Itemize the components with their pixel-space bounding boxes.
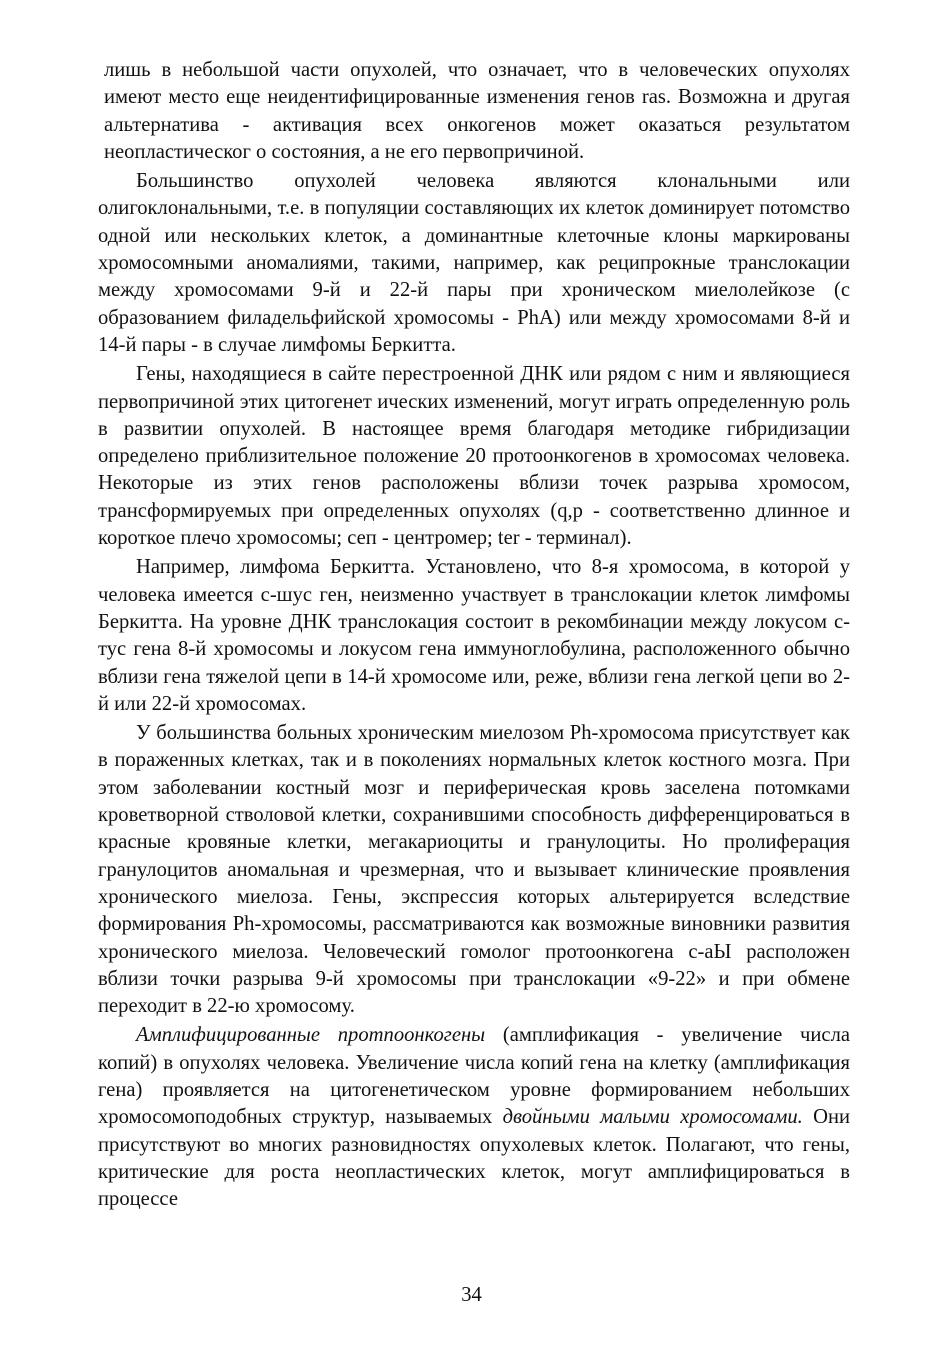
italic-term-amplified: Амплифицированные протпоонкогены [136,1024,486,1047]
paragraph-clonal-tumors: Большинство опухолей человека являются клональными или олигоклональными, т.е. в популяции составляющих их клеток доминирует потомство одной или нескольких клеток, а доминантные клеточные клоны маркированы хромосомными аномалиями, такими, например, как реципрокные транслокации между хромосомами 9-й и 22-й пары при хроническом миелолейкозе (с образованием филадельфийской хромосомы - PhA) или между хромосомами 8-й и 14-й пары - в случае лимфомы Беркитта. [98,170,850,356]
paragraph-amplified-protooncogenes [98,1022,850,1213]
paragraph-burkitt-lymphoma: Например, лимфома Беркитта. Установлено, что 8-я хромосома, в которой у человека имеется с-шус ген, неизменно участвует в транслокации клеток лимфомы Беркитта. На уровне ДНК транслокация состоит в рекомбинации между локусом с-тус гена 8-й хромосомы и локусом гена иммуноглобулина, расположенного обычно вблизи гена тяжелой цепи в 14-й хромосоме или, реже, вблизи гена легкой цепи во 2-й или 22-й хромосомах. [98,556,850,715]
paragraph-text-part-b: Они присутствуют во многих разновидностях опухолевых клеток. Полагают, что гены, критические для роста неопластических клеток, могут амплифицироваться в процессе [98,1106,850,1211]
paragraph-chronic-myelosis: У большинства больных хроническим миелозом Ph-хромосома присутствует как в пораженных клетках, так и в поколениях нормальных клеток костного мозга. При этом заболевании костный мозг и периферическая кровь заселена потомками кроветворной стволовой клетки, сохранившими способность дифференцироваться в красные кровяные клетки, мегакариоциты и гранулоциты. Но пролиферация гранулоцитов аномальная и чрезмерная, что и вызывает клинические проявления хронического миелоза. Гены, экспрессия которых альтерируется вследствие формирования Ph-хромосомы, рассматриваются как возможные виновники развития хронического миелоза. Человеческий гомолог протоонкогена с-аЫ расположен вблизи точки разрыва 9-й хромосомы при транслокации «9-22» и при обмене переходит в 22-ю хромосому. [98,722,850,1018]
italic-term-double-minute: двойными малыми хромосомами. [502,1106,803,1129]
paragraph-genes-dna-site: Гены, находящиеся в сайте перестроенной ДНК или рядом с ним и являющиеся первопричиной этих цитогенет ических изменений, могут играть определенную роль в развитии опухолей. В настоящее время благодаря методике гибридизации определено приблизительное положение 20 протоонкогенов в хромосомах человека. Некоторые из этих генов расположены вблизи точек разрыва хромосом, трансформируемых при определенных опухолях (q,p - соответственно длинное и короткое плечо хромосомы; сеп - центромер; ter - терминал). [98,363,850,550]
paragraph-continuation: лишь в небольшой части опухолей, что означает, что в человеческих опухолях имеют место еще неидентифицированные изменения генов ras. Возможна и другая альтернатива - активация всех онкогенов может оказаться результатом неопластическог о состояния, а не его первопричиной. [104,59,850,163]
page-number: 34 [461,1284,482,1306]
paragraph-text-part-a: (амплификация - увеличение числа копий) в опухолях человека. Увеличение числа копий гена на клетку (амплификация гена) проявляется на цитогенетическом уровне формированием небольших хромосомоподобных структур, называемых [98,1024,850,1129]
body-text [98,57,850,1213]
